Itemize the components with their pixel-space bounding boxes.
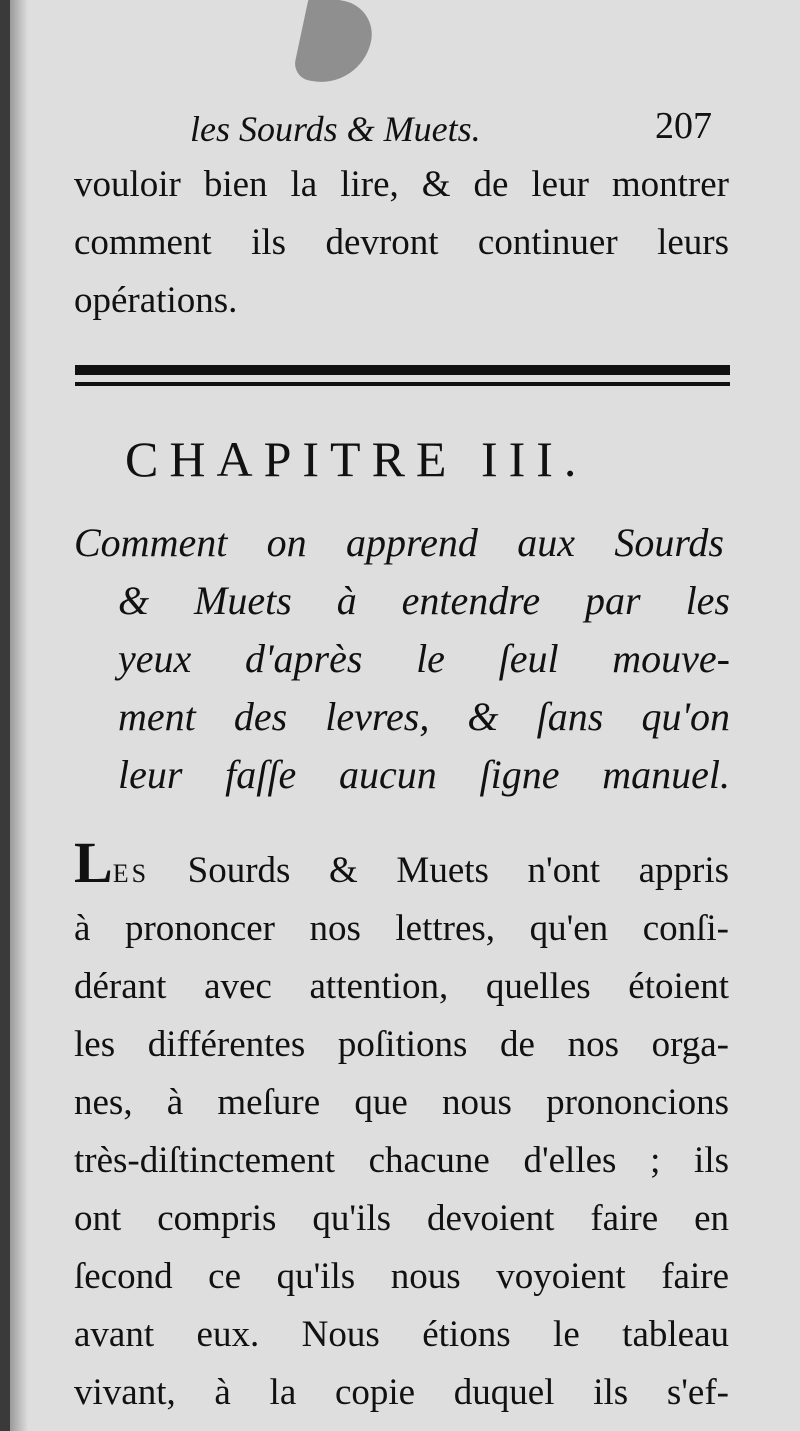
chapter-subtitle-line-5: leur faſſe aucun ſigne manuel. xyxy=(118,752,730,797)
paper-stain xyxy=(292,0,378,91)
chapter-subtitle-line-1: Comment on apprend aux Sourds xyxy=(74,520,724,565)
page-number: 207 xyxy=(655,105,712,147)
chapter-subtitle-line-4: ment des levres, & ſans qu'on xyxy=(118,694,730,739)
chapter-rule-thick xyxy=(75,365,730,375)
first-word-small-caps: ES xyxy=(112,859,150,888)
chapter-title: CHAPITRE III. xyxy=(125,431,588,487)
body-line-8: ſecond ce qu'ils nous voyoient faire xyxy=(74,1256,729,1297)
body-first-line xyxy=(74,830,729,899)
body-line-7: ont compris qu'ils devoient faire en xyxy=(74,1198,729,1239)
body-line-9: avant eux. Nous étions le tableau xyxy=(74,1314,729,1355)
body-line-5: nes, à meſure que nous prononcions xyxy=(74,1082,729,1123)
chapter-subtitle-line-3: yeux d'après le ſeul mouve- xyxy=(118,636,730,681)
body-line-2: à prononcer nos lettres, qu'en conſi- xyxy=(74,908,729,949)
body-line-4: les différentes poſitions de nos orga- xyxy=(74,1024,729,1065)
continuation-line-1: vouloir bien la lire, & de leur montrer xyxy=(74,164,729,205)
drop-cap: L xyxy=(74,830,113,895)
body-line-3: dérant avec attention, quelles étoient xyxy=(74,966,729,1007)
continuation-line-3: opérations. xyxy=(74,280,238,321)
chapter-subtitle-line-2: & Muets à entendre par les xyxy=(118,578,730,623)
book-page xyxy=(10,0,800,1431)
running-head: les Sourds & Muets. xyxy=(190,109,481,149)
body-line-6: très-diſtinctement chacune d'elles ; ils xyxy=(74,1140,729,1181)
first-line-rest: Sourds & Muets n'ont appris xyxy=(187,850,729,891)
body-line-10: vivant, à la copie duquel ils s'ef- xyxy=(74,1372,729,1413)
continuation-line-2: comment ils devront continuer leurs xyxy=(74,222,729,263)
chapter-rule-thin xyxy=(75,382,730,386)
